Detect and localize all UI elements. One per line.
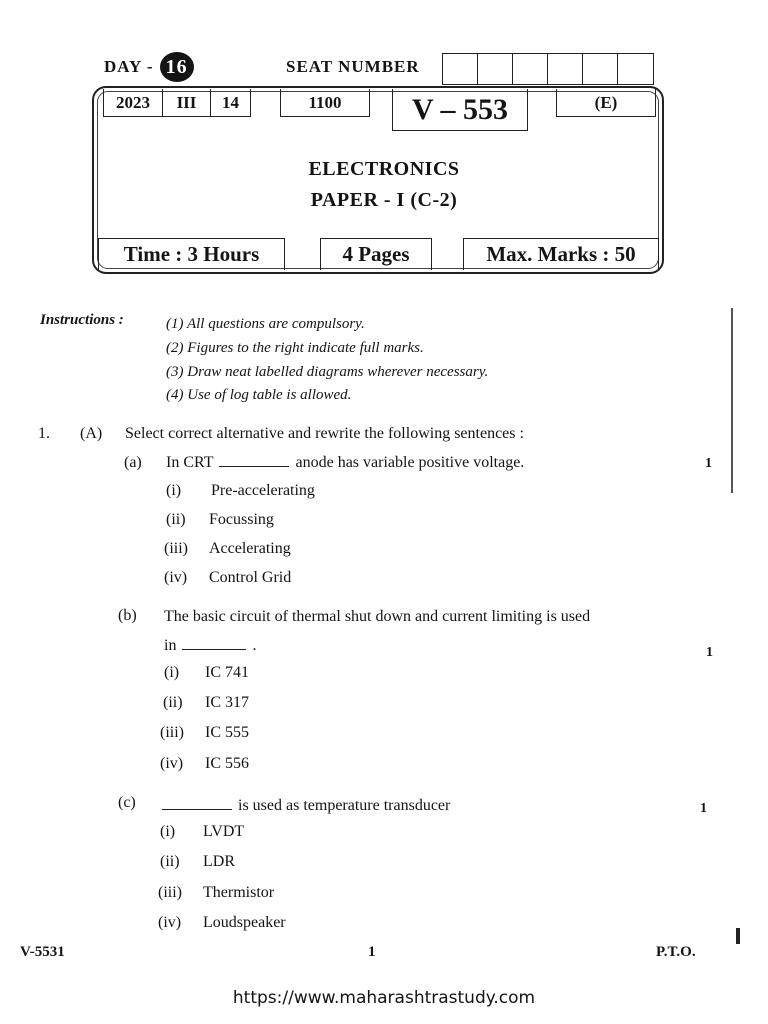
option-num: (iii) [158,884,182,901]
option-text: IC 741 [205,664,249,681]
time-cell: Time : 3 Hours [98,238,285,270]
day-label [104,52,194,82]
seat-box[interactable] [618,54,653,84]
language-cell: (E) [556,89,656,117]
option-num: (i) [166,482,182,499]
text-before-blank: in [164,637,177,654]
answer-blank [162,797,232,810]
day-number-badge: 16 [160,52,194,82]
answer-blank [219,454,289,467]
sub-question-text [166,454,524,472]
page-number: 1 [368,944,376,960]
instructions-label: Instructions : [40,312,124,328]
option-text: Focussing [209,511,274,528]
seat-box[interactable] [548,54,583,84]
sub-question-text: The basic circuit of thermal shut down and current limiting is used [164,608,591,625]
seat-box[interactable] [583,54,618,84]
option-num: (ii) [160,853,180,870]
number-cell: 14 [211,89,251,117]
pto-label: P.T.O. [656,944,696,960]
option-text: IC 555 [205,724,249,741]
margin-rule [731,308,733,493]
question-prompt: Select correct alternative and rewrite the following sentences : [125,425,524,442]
option-text: Pre-accelerating [211,482,315,499]
sub-question-label: (b) [118,607,137,624]
option-text: Thermistor [203,884,275,901]
instruction-item: (1) All questions are compulsory. [166,316,365,332]
text-before-blank: In CRT [166,454,214,471]
seat-box[interactable] [513,54,548,84]
text-after-blank: anode has variable positive voltage. [295,454,525,471]
option-num: (iv) [158,914,182,931]
seat-number-label: SEAT NUMBER [286,57,420,76]
max-marks-cell: Max. Marks : 50 [463,238,659,270]
day-text: DAY - [104,57,154,76]
sub-question-label: (a) [124,454,142,471]
paper-title: PAPER - I (C-2) [310,189,458,211]
option-num: (iv) [164,569,188,586]
option-text: LDR [203,853,235,870]
question-number: 1. [38,425,50,442]
seat-number-boxes[interactable] [442,53,654,85]
option-text: Loudspeaker [203,914,286,931]
year-cell: 2023 [103,89,163,117]
footer-paper-code: V-5531 [20,944,65,960]
sub-question-text [162,797,450,815]
option-num: (iv) [160,755,184,772]
marks: 1 [700,801,707,816]
option-num: (ii) [163,694,183,711]
option-text: IC 556 [205,755,249,772]
source-url[interactable]: https://www.maharashtrastudy.com [232,988,536,1008]
option-text: Control Grid [209,569,292,586]
subject-title: ELECTRONICS [308,158,460,180]
option-num: (iii) [160,724,184,741]
option-num: (ii) [166,511,186,528]
answer-blank [182,637,246,650]
marks: 1 [705,456,712,471]
instruction-item: (3) Draw neat labelled diagrams wherever necessary. [166,364,489,380]
sub-question-label: (c) [118,794,136,811]
sub-question-text-line2 [164,637,256,655]
option-num: (iii) [164,540,188,557]
seat-box[interactable] [478,54,513,84]
instruction-item: (2) Figures to the right indicate full marks. [166,340,424,356]
question-part: (A) [80,425,103,442]
option-text: LVDT [203,823,245,840]
pages-cell: 4 Pages [320,238,432,270]
seat-box[interactable] [443,54,478,84]
option-num: (i) [160,823,176,840]
marks: 1 [706,645,713,660]
semester-cell: III [163,89,211,117]
code-cell: 1100 [280,89,370,117]
margin-marker [736,928,740,944]
text-after-blank: is used as temperature transducer [238,797,451,814]
option-text: Accelerating [209,540,291,557]
option-num: (i) [164,664,180,681]
paper-code-cell: V – 553 [392,89,528,131]
text-after-blank: . [252,637,257,654]
instruction-item: (4) Use of log table is allowed. [166,387,352,403]
option-text: IC 317 [205,694,249,711]
